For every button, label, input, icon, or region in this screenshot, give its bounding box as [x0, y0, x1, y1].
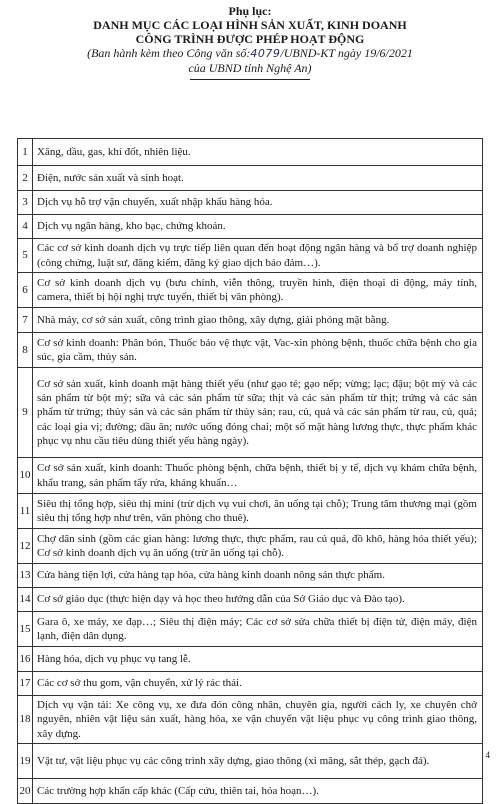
- table-body: [18, 139, 483, 804]
- row-description: Cơ sở sản xuất, kinh doanh mặt hàng thiết yếu (như gạo tẻ; gạo nếp; vừng; lạc; đậu; bột mỳ và các sản phẩm từ bột mỳ; sữa và các sản phẩm từ sữa; thịt và các sản phẩm từ thịt; trứng và các sản phẩm từ trứng; thủy sản và các sản phẩm từ thủy sản; rau, củ, quả và các sản phẩm từ rau, củ, quả; các loại gia vị; đường; dầu ăn; nước uống đóng chai; một số mặt hàng lương thực, thực phẩm khác phục vụ nhu cầu tiêu dùng thiết yếu hàng ngày).: [33, 368, 483, 458]
- row-number: 5: [18, 239, 33, 273]
- issuance-note-suffix: /UBND-KT ngày 19/6/2021: [280, 46, 413, 60]
- row-description: Cơ sở kinh doanh: Phân bón, Thuốc bảo vệ thực vật, Vac-xin phòng bệnh, thuốc chữa bệnh cho gia súc, gia cầm, thủy sản.: [33, 333, 483, 368]
- row-description: Các cơ sở kinh doanh dịch vụ trực tiếp liên quan đến hoạt động ngân hàng và bổ trợ doanh nghiệp (công chứng, luật sư, đăng kiểm, đăng ký giao dịch bảo đảm…).: [33, 239, 483, 273]
- table-row: [18, 779, 483, 804]
- document-title: Phụ lục:: [228, 4, 272, 18]
- table-row: [18, 494, 483, 529]
- table-row: [18, 612, 483, 647]
- row-number: 9: [18, 368, 33, 458]
- row-description: Dịch vụ hỗ trợ vận chuyển, xuất nhập khẩu hàng hóa.: [33, 191, 483, 215]
- row-number: 2: [18, 166, 33, 191]
- row-number: 17: [18, 672, 33, 696]
- table-row: [18, 273, 483, 308]
- row-number: 11: [18, 494, 33, 529]
- row-description: Các trường hợp khẩn cấp khác (Cấp cứu, thiên tai, hỏa hoạn…).: [33, 779, 483, 804]
- row-description: Chợ dân sinh (gồm các gian hàng: lương thực, thực phẩm, rau củ quả, đồ khô, hàng hóa thiết yếu); Cơ sở kinh doanh dịch vụ ăn uống (trừ ăn uống tại chỗ).: [33, 529, 483, 564]
- row-description: Cơ sở giáo dục (thực hiện dạy và học theo hướng dẫn của Sở Giáo dục và Đào tạo).: [33, 588, 483, 612]
- row-number: 1: [18, 139, 33, 166]
- page-mark: 4: [485, 750, 490, 760]
- row-number: 7: [18, 308, 33, 333]
- row-description: Siêu thị tổng hợp, siêu thị mini (trừ dịch vụ vui chơi, ăn uống tại chỗ); Trung tâm thương mại (gồm siêu thị tổng hợp như trên, văn phòng cho thuê).: [33, 494, 483, 529]
- table-row: [18, 744, 483, 779]
- table-row: [18, 308, 483, 333]
- row-description: Cơ sở sản xuất, kinh doanh: Thuốc phòng bệnh, chữa bệnh, thiết bị y tế, dịch vụ khám chữa bệnh, khẩu trang, sản phẩm tẩy rửa, kháng khuẩn…: [33, 458, 483, 494]
- table-row: [18, 166, 483, 191]
- table-row: [18, 588, 483, 612]
- row-description: Gara ô, xe máy, xe đạp…; Siêu thị điện máy; Các cơ sở sửa chữa thiết bị điện tử, điện máy, điện lạnh, điện dân dụng.: [33, 612, 483, 647]
- row-number: 12: [18, 529, 33, 564]
- table-row: [18, 239, 483, 273]
- table-row: [18, 672, 483, 696]
- table-row: [18, 564, 483, 588]
- table-row: [18, 191, 483, 215]
- table-row: [18, 696, 483, 744]
- row-number: 10: [18, 458, 33, 494]
- table-row: [18, 368, 483, 458]
- row-description: Điện, nước sản xuất và sinh hoạt.: [33, 166, 483, 191]
- row-number: 14: [18, 588, 33, 612]
- row-number: 13: [18, 564, 33, 588]
- table-row: [18, 215, 483, 239]
- row-description: Cơ sở kinh doanh dịch vụ (bưu chính, viễn thông, truyền hình, điện thoại di động, máy tính, camera, thiết bị hội nghị trực tuyến, thiết bị văn phòng).: [33, 273, 483, 308]
- table-row: [18, 458, 483, 494]
- table-row: [18, 529, 483, 564]
- row-number: 16: [18, 647, 33, 672]
- row-number: 4: [18, 215, 33, 239]
- table-row: [18, 647, 483, 672]
- handwritten-doc-number: 4079: [250, 47, 281, 60]
- table-row: [18, 139, 483, 166]
- row-description: Các cơ sở thu gom, vận chuyển, xử lý rác thải.: [33, 672, 483, 696]
- row-description: Nhà máy, cơ sở sản xuất, công trình giao thông, xây dựng, giải phóng mặt bằng.: [33, 308, 483, 333]
- row-description: Cửa hàng tiện lợi, cửa hàng tạp hóa, cửa hàng kinh doanh nông sản thực phẩm.: [33, 564, 483, 588]
- header-divider: [190, 79, 310, 80]
- row-description: Dịch vụ ngân hàng, kho bạc, chứng khoán.: [33, 215, 483, 239]
- issuance-note-prefix: (Ban hành kèm theo Công văn số:: [87, 46, 251, 60]
- row-description: Vật tư, vật liệu phục vụ các công trình xây dựng, giao thông (xi măng, sắt thép, gạch đá).: [33, 744, 483, 779]
- document-header: [0, 0, 500, 80]
- document-subtitle-line1: DANH MỤC CÁC LOẠI HÌNH SẢN XUẤT, KINH DOANH: [93, 18, 407, 32]
- issuance-note-line2: của UBND tỉnh Nghệ An): [188, 61, 312, 75]
- row-number: 6: [18, 273, 33, 308]
- row-number: 3: [18, 191, 33, 215]
- row-number: 20: [18, 779, 33, 804]
- issuance-note: [0, 46, 500, 61]
- row-number: 19: [18, 744, 33, 779]
- row-description: Dịch vụ vận tải: Xe công vụ, xe đưa đón công nhân, chuyên gia, người cách ly, xe chuyên chở nguyên, nhiên vật liệu sản xuất, hàng hóa, xe vận chuyển vật liệu phục vụ công trình giao thông, xây dựng.: [33, 696, 483, 744]
- row-description: Hàng hóa, dịch vụ phục vụ tang lễ.: [33, 647, 483, 672]
- row-number: 8: [18, 333, 33, 368]
- row-number: 15: [18, 612, 33, 647]
- row-number: 18: [18, 696, 33, 744]
- row-description: Xăng, dầu, gas, khí đốt, nhiên liệu.: [33, 139, 483, 166]
- business-types-table: [17, 138, 483, 804]
- document-subtitle-line2: CÔNG TRÌNH ĐƯỢC PHÉP HOẠT ĐỘNG: [135, 32, 365, 46]
- table-row: [18, 333, 483, 368]
